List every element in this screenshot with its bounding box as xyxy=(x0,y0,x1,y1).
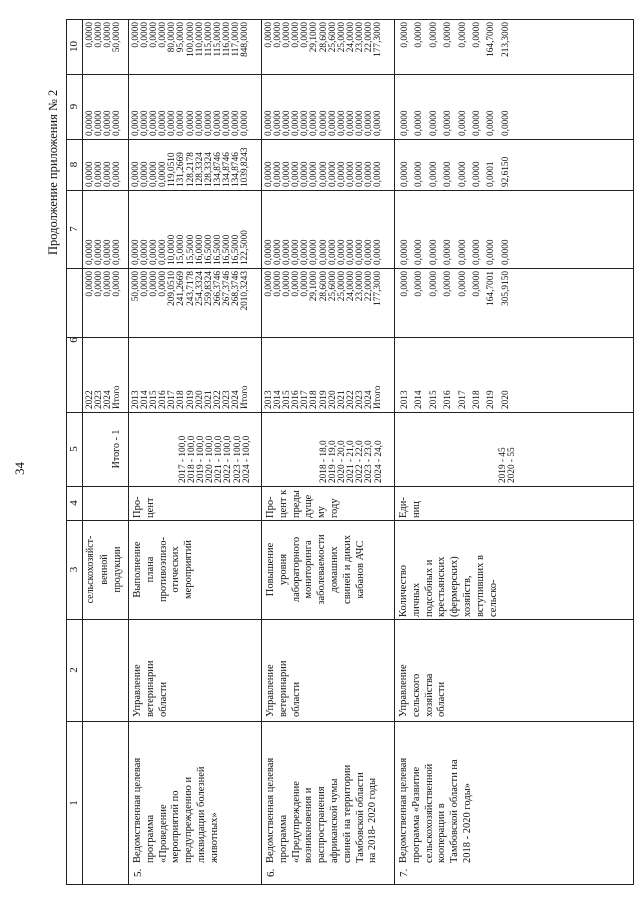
row-6-col7: 0,0000 0,0000 0,0000 0,0000 0,0000 0,0000 0,0000 0,0000 0,0000 0,0000 0,0000 0,0000 0,0000 xyxy=(264,239,384,265)
row-6-years: 2013 2014 2015 2016 2017 2018 2019 2020 2021 2022 2023 2024 Итого xyxy=(264,385,384,409)
budget-table xyxy=(66,19,634,885)
row-5-program-name: Ведомственная целевая программа «Проведение мероприятий по предупреждению и ликвидации болезней животных» xyxy=(132,757,220,863)
row-7-executor: Управление сельского хозяйства области xyxy=(398,664,448,717)
row-5-col9: 0,0000 0,0000 0,0000 0,0000 0,0000 0,0000 0,0000 0,0000 0,0000 0,0000 0,0000 0,0000 0,0000 xyxy=(131,110,251,136)
row-5-col10: 0,0000 0,0000 0,0000 0,0000 80,0000 95,0000 100,0000 110,0000 115,0000 115,0000 116,0000 117,0000 848,0000 xyxy=(131,22,251,57)
header-col-4: 4 xyxy=(68,500,80,506)
row-7-col7: 0,0000 0,0000 0,0000 0,0000 0,0000 0,0000 0,0000 0,0000 xyxy=(400,239,511,265)
row-6-col10: 0,0000 0,0000 0,0000 0,0000 0,0000 29,1000 28,6000 25,6000 25,0000 24,0000 23,0000 22,0000 177,3000 xyxy=(264,22,384,57)
row-6-indicator: Повышение уровня лабораторного мониторинга заболеваемости домашних свиней и диких кабанов АЧС xyxy=(265,534,366,605)
row-6-col6: 0,0000 0,0000 0,0000 0,0000 0,0000 29,1000 28,6000 25,6000 25,0000 24,0000 23,0000 22,0000 177,3000 xyxy=(264,271,384,306)
header-col-5: 5 xyxy=(68,446,80,452)
row-6-col9: 0,0000 0,0000 0,0000 0,0000 0,0000 0,0000 0,0000 0,0000 0,0000 0,0000 0,0000 0,0000 0,0000 xyxy=(264,110,384,136)
row-6-program-name: Ведомственная целевая программа «Предупреждение возникновения и распространения африканской чумы свиней на территории Тамбовской области на 2018- 2020 годы xyxy=(265,757,379,863)
cont-plan: Итого - 1 xyxy=(111,429,122,469)
cont-col8: 0,0000 0,0000 0,0000 0,0000 xyxy=(85,161,123,187)
row-6-executor: Управление ветеринарии области xyxy=(265,660,302,717)
row-5-col7: 0,0000 0,0000 0,0000 0,0000 10,0000 15,0000 15,5000 16,0000 16,5000 16,5000 16,5000 16,5000 122,5000 xyxy=(131,230,251,265)
cont-col9: 0,0000 0,0000 0,0000 0,0000 xyxy=(85,110,123,136)
row-7-number: 7. xyxy=(398,868,410,877)
row-7-unit: Еди- ниц xyxy=(398,497,422,518)
row-7-plan-values: 2019 - 45 2020 - 55 xyxy=(498,447,518,483)
row-5-col6: 50,0000 0,0000 0,0000 0,0000 209,0510 241,2669 243,7178 254,3324 259,8324 266,3746 267,3746 268,3746 2010,3243 xyxy=(131,271,251,311)
header-col-1: 1 xyxy=(68,800,80,806)
row-6-col8: 0,0000 0,0000 0,0000 0,0000 0,0000 0,0000 0,0000 0,0000 0,0000 0,0000 0,0000 0,0000 0,0000 xyxy=(264,161,384,187)
header-col-8: 8 xyxy=(68,161,80,168)
header-col-3: 3 xyxy=(68,566,80,573)
row-5-executor: Управление ветеринарии области xyxy=(132,660,169,717)
row-5-col8: 0,0000 0,0000 0,0000 0,0000 119,0510 131,2669 128,2178 128,3324 128,3324 134,8746 134,8746 134,8746 1039,8243 xyxy=(131,147,251,187)
row-6-number: 6. xyxy=(265,868,277,877)
cont-col10: 0,0000 0,0000 0,0000 50,0000 xyxy=(85,22,123,53)
header-col-9: 9 xyxy=(68,103,80,110)
header-col-6: 6 xyxy=(68,337,80,343)
row-5-years: 2013 2014 2015 2016 2017 2018 2019 2020 2021 2022 2023 2024 Итого xyxy=(131,385,251,409)
row-7-col10: 0,0000 0,0000 0,0000 0,0000 0,0000 0,0000 164,7000 213,3000 xyxy=(400,22,511,57)
header-col-7: 7 xyxy=(68,226,80,232)
row-7-years: 2013 2014 2015 2016 2017 2018 2019 2020 xyxy=(400,390,511,409)
row-6-plan-values: 2018 - 18,0 2019 - 19,0 2020 - 20,0 2021 - 21,0 2022 - 22,0 2023 - 23,0 2024 - 24,0 xyxy=(319,440,384,483)
row-7-col6: 0,0000 0,0000 0,0000 0,0000 0,0000 0,0000 164,7001 305,9150 xyxy=(400,271,511,306)
cont-years: 2022 2023 2024 Итого xyxy=(85,385,123,409)
appendix-caption: Продолжение приложения № 2 xyxy=(46,89,60,255)
row-7-col9: 0,0000 0,0000 0,0000 0,0000 0,0000 0,0000 0,0000 0,0000 xyxy=(400,110,511,136)
cont-indicator: сельскохозяйст- венной продукции xyxy=(85,535,123,604)
row-5-number: 5. xyxy=(132,868,144,877)
row-7-col8: 0,0000 0,0000 0,0000 0,0000 0,0000 0,0000 0,0001 92,6150 xyxy=(400,156,511,187)
header-col-10: 10 xyxy=(68,41,80,52)
header-col-2: 2 xyxy=(68,667,80,673)
row-5-plan-values: 2017 - 100,0 2018 - 100,0 2019 - 100,0 2020 - 100,0 2021 - 100,0 2022 - 100,0 2023 - 100,0 2024 - 100,0 xyxy=(178,435,252,483)
cont-col6: 0,0000 0,0000 0,0000 0,0000 xyxy=(85,271,123,297)
row-7-indicator: Количество личных подсобных и крестьянских (фермерских) хозяйств, вступивших в сельско- xyxy=(398,555,499,617)
page-number: 34 xyxy=(12,462,27,475)
row-6-unit: Про- цент к преды дуще му году xyxy=(265,489,340,518)
row-5-indicator: Выполнение плана противоэпизо- отических мероприятий xyxy=(132,536,195,603)
row-7-program-name: Ведомственная целевая программа «Развитие сельскохозяйственной кооперации в Тамбовской области на 2018 - 2020 годы» xyxy=(398,757,473,863)
row-5-unit: Про- цент xyxy=(132,496,156,518)
cont-col7: 0,0000 0,0000 0,0000 0,0000 xyxy=(85,239,123,265)
